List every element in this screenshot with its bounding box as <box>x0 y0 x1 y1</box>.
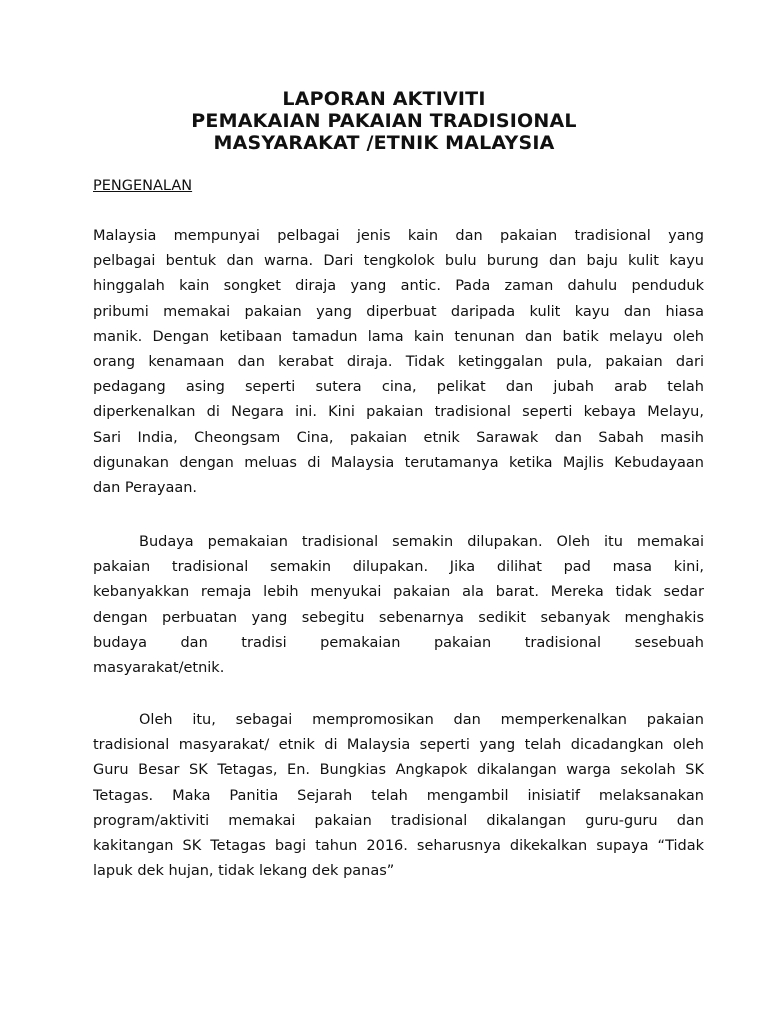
title-line-1: LAPORAN AKTIVITI <box>282 88 486 110</box>
paragraph-line: Oleh itu, sebagai mempromosikan dan memperkenalkan pakaian <box>139 712 704 728</box>
paragraph-line: tradisional masyarakat/ etnik di Malaysia seperti yang telah dicadangkan oleh <box>93 737 704 754</box>
paragraph-line: Guru Besar SK Tetagas, En. Bungkias Angkapok dikalangan warga sekolah SK <box>93 762 704 779</box>
paragraph-line: Budaya pemakaian tradisional semakin dilupakan. Oleh itu memakai <box>139 534 704 550</box>
paragraph-line: hinggalah kain songket diraja yang antic. Pada zaman dahulu penduduk <box>93 278 704 295</box>
paragraph-line: Tetagas. Maka Panitia Sejarah telah mengambil inisiatif melaksanakan <box>93 787 704 804</box>
paragraph-line: kakitangan SK Tetagas bagi tahun 2016. seharusnya dikekalkan supaya “Tidak <box>93 837 704 854</box>
paragraph-line: budaya dan tradisi pemakaian pakaian tradisional sesebuah <box>93 634 704 651</box>
paragraph-line: pribumi memakai pakaian yang diperbuat daripada kulit kayu dan hiasa <box>93 303 704 320</box>
paragraph-3 <box>93 708 704 884</box>
paragraph-line: pedagang asing seperti sutera cina, pelikat dan jubah arab telah <box>93 379 704 396</box>
title-line-3: MASYARAKAT /ETNIK MALAYSIA <box>213 132 555 154</box>
paragraph-line: diperkenalkan di Negara ini. Kini pakaian tradisional seperti kebaya Melayu, <box>93 404 704 421</box>
paragraph-line: manik. Dengan ketibaan tamadun lama kain tenunan dan batik melayu oleh <box>93 328 704 345</box>
paragraph-line: pakaian tradisional semakin dilupakan. Jika dilihat pad masa kini, <box>93 559 704 576</box>
paragraph-line: Malaysia mempunyai pelbagai jenis kain dan pakaian tradisional yang <box>93 228 704 244</box>
document-title <box>0 88 768 154</box>
section-heading-pengenalan: PENGENALAN <box>93 178 193 194</box>
paragraph-line: digunakan dengan meluas di Malaysia terutamanya ketika Majlis Kebudayaan <box>93 454 704 471</box>
paragraph-line: kebanyakkan remaja lebih menyukai pakaian ala barat. Mereka tidak sedar <box>93 584 704 601</box>
paragraph-1 <box>93 224 704 501</box>
paragraph-line: dan Perayaan. <box>93 479 198 496</box>
paragraph-line: lapuk dek hujan, tidak lekang dek panas” <box>93 863 395 880</box>
paragraph-line: pelbagai bentuk dan warna. Dari tengkolok bulu burung dan baju kulit kayu <box>93 253 704 270</box>
paragraph-line: masyarakat/etnik. <box>93 659 225 676</box>
paragraph-line: orang kenamaan dan kerabat diraja. Tidak ketinggalan pula, pakaian dari <box>93 353 704 370</box>
paragraph-2 <box>93 530 704 681</box>
paragraph-line: dengan perbuatan yang sebegitu sebenarnya sedikit sebanyak menghakis <box>93 609 704 626</box>
paragraph-line: program/aktiviti memakai pakaian tradisional dikalangan guru-guru dan <box>93 812 704 829</box>
paragraph-line: Sari India, Cheongsam Cina, pakaian etnik Sarawak dan Sabah masih <box>93 429 704 446</box>
title-line-2: PEMAKAIAN PAKAIAN TRADISIONAL <box>191 110 577 132</box>
